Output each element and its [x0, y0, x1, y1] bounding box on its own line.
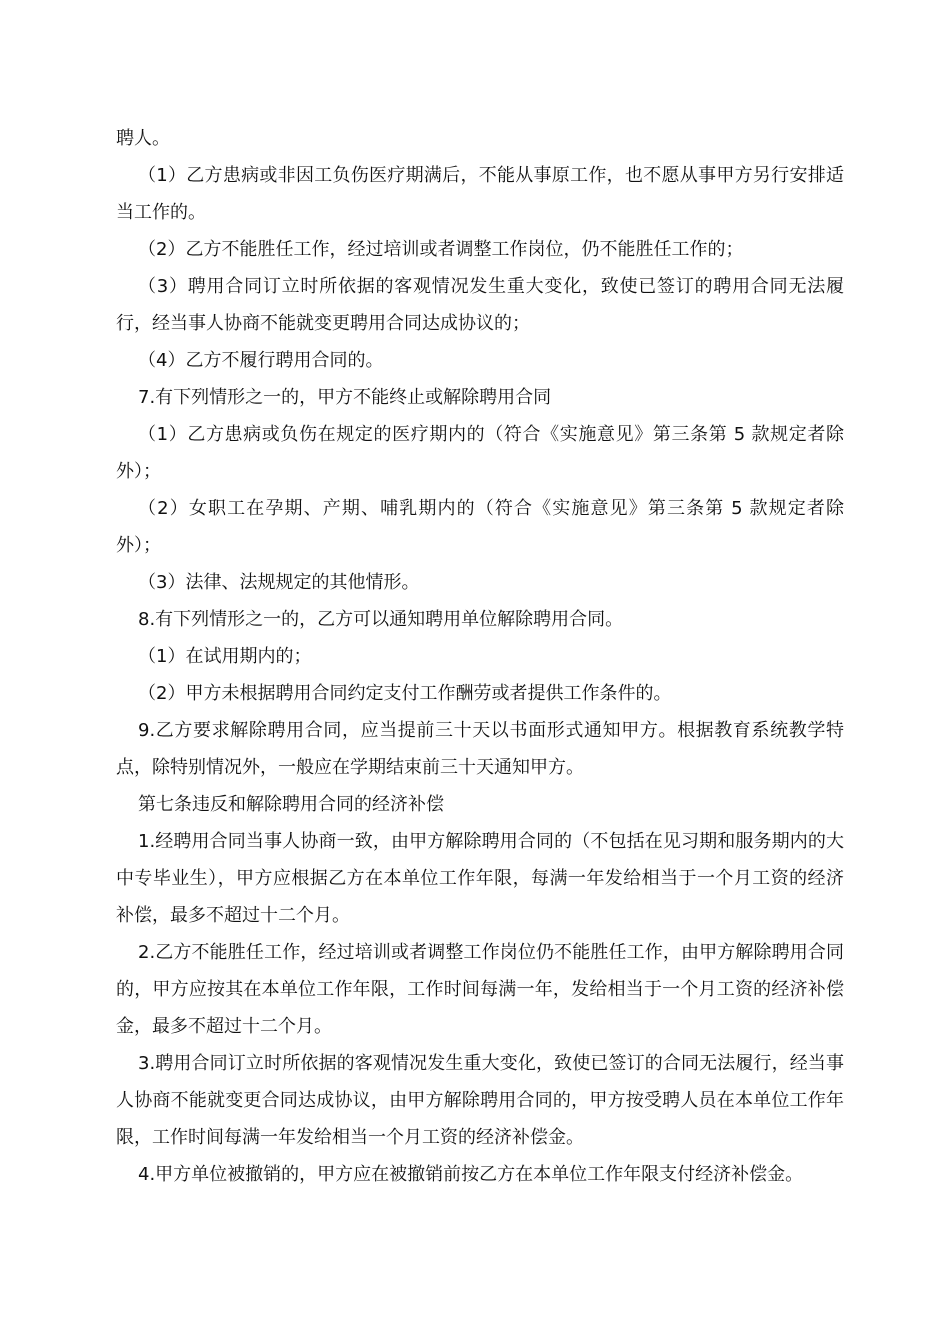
paragraph-clause-6-2: （2）乙方不能胜任工作，经过培训或者调整工作岗位，仍不能胜任工作的； — [138, 239, 744, 260]
paragraph-clause-7-1: （1）乙方患病或负伤在规定的医疗期内的（符合《实施意见》第三条第 5 款规定者除外）； — [116, 424, 844, 482]
paragraph-compensation-1: 1.经聘用合同当事人协商一致，由甲方解除聘用合同的（不包括在见习期和服务期内的大中专毕业生），甲方应根据乙方在本单位工作年限，每满一年发给相当于一个月工资的经济补偿，最多不超过十二个月。 — [116, 831, 844, 926]
paragraph-clause-8-1: （1）在试用期内的； — [138, 646, 312, 667]
paragraph-clause-8-2: （2）甲方未根据聘用合同约定支付工作酬劳或者提供工作条件的。 — [138, 683, 672, 704]
paragraph-compensation-4: 4.甲方单位被撤销的，甲方应在被撤销前按乙方在本单位工作年限支付经济补偿金。 — [138, 1164, 804, 1185]
paragraph-clause-6-4: （4）乙方不履行聘用合同的。 — [138, 350, 384, 371]
paragraph-clause-7-2: （2）女职工在孕期、产期、哺乳期内的（符合《实施意见》第三条第 5 款规定者除外）； — [116, 498, 844, 556]
paragraph-compensation-2: 2.乙方不能胜任工作，经过培训或者调整工作岗位仍不能胜任工作，由甲方解除聘用合同的，甲方应按其在本单位工作年限，工作时间每满一年，发给相当于一个月工资的经济补偿金，最多不超过十二个月。 — [116, 942, 844, 1037]
paragraph-clause-6-3: （3）聘用合同订立时所依据的客观情况发生重大变化，致使已签订的聘用合同无法履行，经当事人协商不能就变更聘用合同达成协议的； — [116, 276, 844, 334]
paragraph-item-9: 9.乙方要求解除聘用合同，应当提前三十天以书面形式通知甲方。根据教育系统教学特点，除特别情况外，一般应在学期结束前三十天通知甲方。 — [116, 720, 844, 778]
paragraph-item-8: 8.有下列情形之一的，乙方可以通知聘用单位解除聘用合同。 — [138, 609, 624, 630]
paragraph-continuation: 聘人。 — [116, 128, 170, 149]
paragraph-item-7: 7.有下列情形之一的，甲方不能终止或解除聘用合同 — [138, 387, 552, 408]
document-body — [116, 120, 844, 1193]
paragraph-compensation-3: 3.聘用合同订立时所依据的客观情况发生重大变化，致使已签订的合同无法履行，经当事人协商不能就变更合同达成协议，由甲方解除聘用合同的，甲方按受聘人员在本单位工作年限，工作时间每满一年发给相当一个月工资的经济补偿金。 — [116, 1053, 844, 1148]
paragraph-clause-7-3: （3）法律、法规规定的其他情形。 — [138, 572, 420, 593]
section-heading-article-7: 第七条违反和解除聘用合同的经济补偿 — [138, 794, 444, 815]
paragraph-clause-6-1: （1）乙方患病或非因工负伤医疗期满后，不能从事原工作，也不愿从事甲方另行安排适当工作的。 — [116, 165, 844, 223]
